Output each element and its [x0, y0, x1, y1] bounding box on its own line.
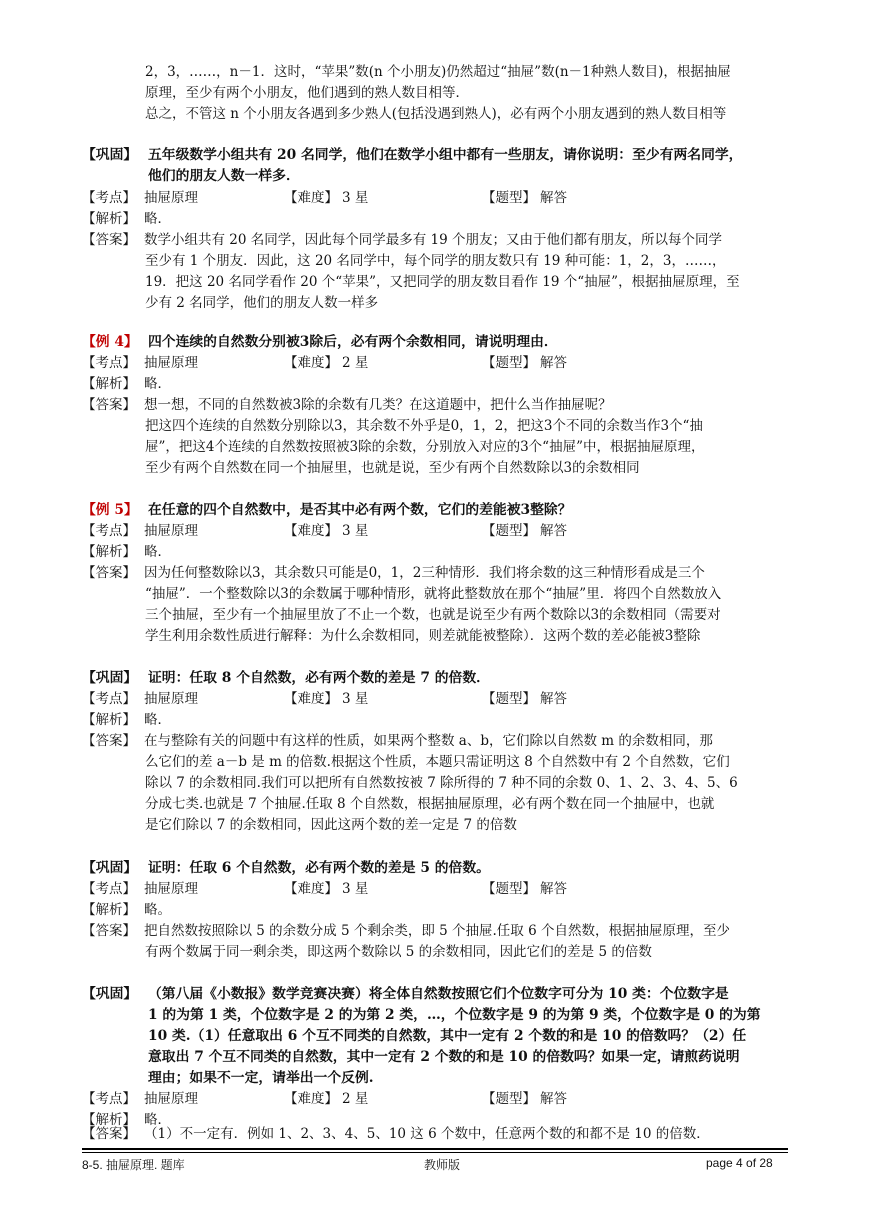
question-text: 理由；如果不一定，请举出一个反例. [148, 1070, 374, 1086]
tixing-value: 解答 [540, 355, 567, 371]
answer-line: 学生利用余数性质进行解释：为什么余数相同，则差就能被整除）．这两个数的差必能被3整除 [145, 628, 701, 644]
answer-row [82, 1124, 710, 1145]
footer-doc-title: 8-5. 抽屉原理. 题库 [82, 1158, 185, 1172]
question-text: 他们的朋友人数一样多． [148, 168, 300, 184]
tixing-label: 【题型】 [482, 523, 536, 539]
question-text: 五年级数学小组共有 20 名同学，他们在数学小组中都有一些朋友，请你说明：至少有两名同学， [148, 147, 743, 163]
tixing-value: 解答 [540, 190, 567, 206]
answer-line: 三个抽屉，至少有一个抽屉里放了不止一个数，也就是说至少有两个数除以3的余数相同（需要对 [145, 607, 721, 623]
question-heading [82, 500, 572, 521]
answer-line: 是它们除以 7 的余数相同，因此这两个数的差一定是 7 的倍数 [145, 817, 517, 833]
kaodian-value: 抽屉原理 [144, 881, 198, 897]
footer-rule [82, 1148, 788, 1150]
meta-row [82, 1089, 567, 1110]
answer-line: 至少有 1 个朋友．因此，这 20 名同学中，每个同学的朋友数只有 19 种可能：1，2，3，……， [145, 253, 726, 269]
jiexi-value: 略。 [144, 902, 171, 918]
answer-line: “抽屉”．一个整数除以3的余数属于哪种情形，就将此整数放在那个“抽屉”里．将四个自然数放入 [145, 586, 722, 602]
answer-row [82, 230, 722, 251]
nandu-value: 2 星 [342, 1091, 369, 1107]
jiexi-row [82, 900, 171, 921]
answer-line: 数学小组共有 20 名同学，因此每个同学最多有 19 个朋友；又由于他们都有朋友，所以每个同学 [144, 232, 723, 248]
answer-line: 把自然数按照除以 5 的余数分成 5 个剩余类，即 5 个抽屉.任取 6 个自然数，根据抽屉原理，至少 [144, 923, 730, 939]
kaodian-value: 抽屉原理 [144, 691, 198, 707]
intro-line: 2，3，……，n－1．这时，“苹果”数(n 个小朋友)仍然超过“抽屉”数(n－1种熟人数目)，根据抽屉 [145, 64, 731, 80]
question-heading [82, 145, 743, 166]
section-tag: 【巩固】 [82, 147, 138, 163]
question-text: 在任意的四个自然数中，是否其中必有两个数，它们的差能被3整除？ [148, 502, 572, 518]
nandu-value: 3 星 [342, 691, 369, 707]
meta-row [82, 689, 567, 710]
meta-row [82, 188, 567, 209]
answer-row [82, 563, 705, 584]
kaodian-value: 抽屉原理 [144, 190, 198, 206]
section-tag: 【巩固】 [82, 670, 138, 686]
jiexi-row [82, 710, 171, 731]
question-heading [82, 858, 490, 879]
answer-line: 想一想，不同的自然数被3除的余数有几类？在这道题中，把什么当作抽屉呢？ [144, 397, 612, 413]
answer-label: 【答案】 [82, 923, 136, 939]
kaodian-label: 【考点】 [82, 190, 136, 206]
section-tag: 【例 5】 [82, 502, 138, 518]
tixing-label: 【题型】 [482, 190, 536, 206]
question-text: 四个连续的自然数分别被3除后，必有两个余数相同，请说明理由． [148, 334, 558, 350]
meta-row [82, 353, 567, 374]
jiexi-value: 略． [144, 712, 171, 728]
answer-line: 把这四个连续的自然数分别除以3，其余数不外乎是0，1，2，把这3个不同的余数当作3个“抽 [145, 418, 703, 434]
answer-line: 至少有两个自然数在同一个抽屉里，也就是说，至少有两个自然数除以3的余数相同 [145, 460, 640, 476]
section-tag: 【巩固】 [82, 860, 138, 876]
section-tag: 【例 4】 [82, 334, 138, 350]
answer-line: 分成七类.也就是 7 个抽屉.任取 8 个自然数，根据抽屉原理，必有两个数在同一个抽屉中，也就 [145, 796, 715, 812]
jiexi-label: 【解析】 [82, 544, 136, 560]
answer-line: 有两个数属于同一剩余类，即这两个数除以 5 的余数相同，因此它们的差是 5 的倍数 [145, 944, 652, 960]
intro-line: 总之，不管这 n 个小朋友各遇到多少熟人(包括没遇到熟人)，必有两个小朋友遇到的熟人数目相等 [145, 106, 727, 122]
meta-row [82, 879, 567, 900]
question-text: 1 的为第 1 类，个位数字是 2 的为第 2 类，…，个位数字是 9 的为第 9 类，个位数字是 0 的为第 [148, 1007, 761, 1023]
footer-page-number: page 4 of 28 [706, 1156, 773, 1170]
answer-label: 【答案】 [82, 397, 136, 413]
kaodian-value: 抽屉原理 [144, 523, 198, 539]
tixing-value: 解答 [540, 881, 567, 897]
jiexi-value: 略． [144, 376, 171, 392]
tixing-label: 【题型】 [482, 691, 536, 707]
tixing-value: 解答 [540, 523, 567, 539]
nandu-value: 2 星 [342, 355, 369, 371]
jiexi-value: 略． [144, 1112, 171, 1128]
jiexi-label: 【解析】 [82, 902, 136, 918]
question-heading [82, 332, 558, 353]
jiexi-row [82, 374, 171, 395]
nandu-label: 【难度】 [284, 881, 338, 897]
answer-row [82, 921, 730, 942]
footer-edition: 教师版 [424, 1158, 461, 1172]
answer-label: 【答案】 [82, 565, 136, 581]
jiexi-label: 【解析】 [82, 376, 136, 392]
answer-line: 在与整除有关的问题中有这样的性质，如果两个整数 a、b，它们除以自然数 m 的余数相同，那 [144, 733, 713, 749]
nandu-label: 【难度】 [284, 1091, 338, 1107]
nandu-label: 【难度】 [284, 523, 338, 539]
jiexi-row [82, 209, 171, 230]
nandu-value: 3 星 [342, 190, 369, 206]
answer-label: 【答案】 [82, 232, 136, 248]
kaodian-value: 抽屉原理 [144, 1091, 198, 1107]
question-text: 意取出 7 个互不同类的自然数，其中一定有 2 个数的和是 10 的倍数吗？如果一定，请煎药说明 [148, 1049, 740, 1065]
question-text: （第八届《小数报》数学竞赛决赛）将全体自然数按照它们个位数字可分为 10 类：个位数字是 [148, 986, 729, 1002]
tixing-label: 【题型】 [482, 881, 536, 897]
nandu-label: 【难度】 [284, 190, 338, 206]
tixing-label: 【题型】 [482, 1091, 536, 1107]
nandu-label: 【难度】 [284, 691, 338, 707]
answer-row [82, 395, 612, 416]
tixing-label: 【题型】 [482, 355, 536, 371]
kaodian-label: 【考点】 [82, 355, 136, 371]
answer-label: 【答案】 [82, 733, 136, 749]
jiexi-label: 【解析】 [82, 1112, 136, 1128]
kaodian-value: 抽屉原理 [144, 355, 198, 371]
answer-line: 除以 7 的余数相同.我们可以把所有自然数按被 7 除所得的 7 种不同的余数 0、1、2、3、4、5、6 [145, 775, 738, 791]
jiexi-label: 【解析】 [82, 712, 136, 728]
intro-line: 原理，至少有两个小朋友，他们遇到的熟人数目相等． [145, 85, 469, 101]
jiexi-value: 略． [144, 544, 171, 560]
question-text: 10 类.（1）任意取出 6 个互不同类的自然数，其中一定有 2 个数的和是 10 的倍数吗？（2）任 [148, 1028, 747, 1044]
nandu-label: 【难度】 [284, 355, 338, 371]
answer-line: （1）不一定有．例如 1、2、3、4、5、10 这 6 个数中，任意两个数的和都不是 10 的倍数． [144, 1126, 710, 1142]
kaodian-label: 【考点】 [82, 881, 136, 897]
nandu-value: 3 星 [342, 523, 369, 539]
footer-rule [82, 1152, 788, 1153]
kaodian-label: 【考点】 [82, 691, 136, 707]
question-heading [82, 984, 729, 1005]
meta-row [82, 521, 567, 542]
nandu-value: 3 星 [342, 881, 369, 897]
answer-line: 么它们的差 a－b 是 m 的倍数.根据这个性质，本题只需证明这 8 个自然数中有 2 个自然数，它们 [145, 754, 730, 770]
question-text: 证明：任取 6 个自然数，必有两个数的差是 5 的倍数。 [148, 860, 490, 876]
jiexi-row [82, 542, 171, 563]
answer-line: 19．把这 20 名同学看作 20 个“苹果”，又把同学的朋友数目看作 19 个“抽屉”，根据抽屉原理，至 [145, 274, 740, 290]
answer-row [82, 731, 713, 752]
kaodian-label: 【考点】 [82, 523, 136, 539]
answer-line: 因为任何整数除以3，其余数只可能是0，1，2三种情形．我们将余数的这三种情形看成是三个 [144, 565, 705, 581]
tixing-value: 解答 [540, 691, 567, 707]
jiexi-label: 【解析】 [82, 211, 136, 227]
answer-label: 【答案】 [82, 1126, 136, 1142]
answer-line: 屉”，把这4个连续的自然数按照被3除的余数，分别放入对应的3个“抽屉”中，根据抽屉原理， [145, 439, 705, 455]
kaodian-label: 【考点】 [82, 1091, 136, 1107]
section-tag: 【巩固】 [82, 986, 138, 1002]
jiexi-value: 略． [144, 211, 171, 227]
tixing-value: 解答 [540, 1091, 567, 1107]
question-text: 证明：任取 8 个自然数，必有两个数的差是 7 的倍数． [148, 670, 490, 686]
answer-line: 少有 2 名同学，他们的朋友人数一样多 [145, 295, 379, 311]
question-heading [82, 668, 490, 689]
